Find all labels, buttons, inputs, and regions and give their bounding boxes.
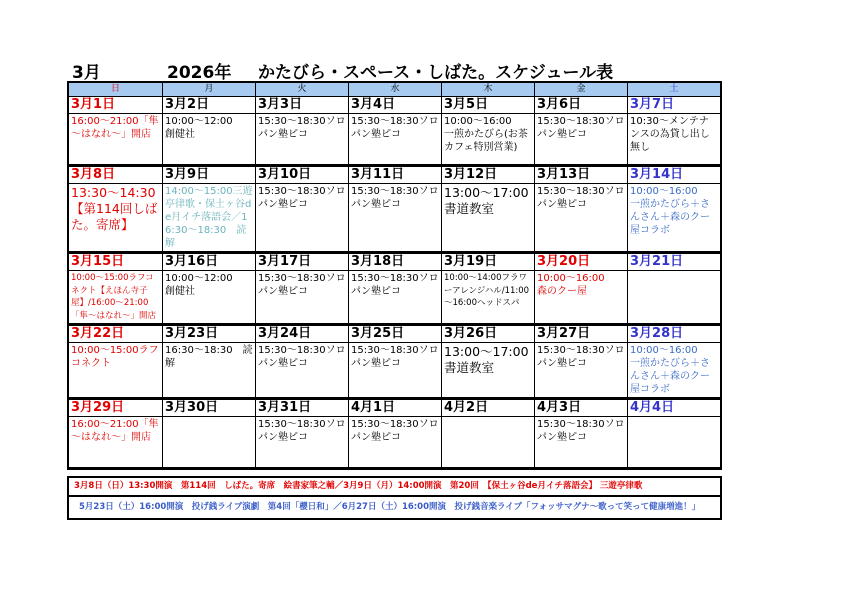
day-events: 13:00～17:00 書道教室: [444, 344, 529, 375]
weekday-header: 日: [69, 83, 163, 96]
day-events: [628, 417, 720, 467]
day-date: 3月27日: [535, 326, 627, 343]
day-cell: [163, 167, 256, 251]
day-events: 15:30～18:30ソロ パン塾ピコ: [258, 419, 346, 443]
calendar-weeks: [69, 97, 720, 470]
day-cell: [69, 167, 163, 251]
event-note-march: 3月8日（日）13:30開演 第114回 しばた。寄席 絵書家筆之輔／3月9日（月）14:00開演 第20回 【保土ヶ谷de月イチ落語会】 三遊亭律歌: [67, 476, 722, 497]
weekday-header: 土: [669, 84, 679, 94]
day-events: 10:00～12:00 創健社: [165, 273, 233, 297]
day-date: 3月16日: [163, 254, 255, 271]
calendar-table: [67, 81, 722, 470]
day-cell: [442, 254, 535, 323]
day-cell: [442, 167, 535, 251]
day-date: 3月20日: [535, 254, 627, 271]
day-events: 13:30～14:30【第114回しばた。寄席】: [71, 185, 158, 232]
day-date: 3月1日: [69, 97, 162, 114]
day-cell: [163, 97, 256, 164]
day-cell: [628, 400, 720, 467]
weekday-header: 木: [442, 83, 535, 96]
day-date: 3月9日: [163, 167, 255, 184]
day-cell: [69, 254, 163, 323]
day-events: 15:30～18:30ソロ パン塾ピコ: [537, 116, 625, 140]
week-row: [69, 254, 720, 326]
day-events: 10:00～15:00ラフコネクト【えほん寺子屋】/16:00～21:00「隼～はなれ～」開店: [71, 273, 157, 321]
day-date: 3月5日: [442, 97, 534, 114]
weekday-header: 火: [256, 83, 349, 96]
day-cell: [349, 97, 442, 164]
month-label: 3月: [72, 63, 101, 83]
day-cell: [535, 400, 628, 467]
day-events: 15:30～18:30ソロ パン塾ピコ: [351, 419, 439, 443]
day-date: 3月12日: [442, 167, 534, 184]
day-events: [628, 271, 720, 323]
day-events: 15:30～18:30ソロ パン塾ピコ: [351, 345, 439, 369]
day-date: 3月14日: [628, 167, 720, 184]
week-row: [69, 400, 720, 470]
day-date: 3月15日: [69, 254, 162, 271]
day-events: 16:30～18:30 読解: [165, 345, 253, 369]
day-events: 10:00～16:00 一煎かたびら＋さんさん＋森のクー屋コラボ: [630, 186, 710, 236]
day-date: 3月28日: [628, 326, 720, 343]
weekday-header-row: [69, 83, 720, 97]
weekday-header: 金: [535, 83, 628, 96]
day-cell: [256, 400, 349, 467]
day-cell: [256, 167, 349, 251]
day-events: 15:30～18:30ソロ パン塾ピコ: [258, 186, 346, 210]
day-date: 3月19日: [442, 254, 534, 271]
day-cell: [163, 254, 256, 323]
day-cell: [69, 97, 163, 164]
day-events: 15:30～18:30ソロ パン塾ピコ: [258, 116, 346, 140]
day-cell: [442, 97, 535, 164]
day-date: 3月7日: [628, 97, 720, 114]
event-note-upcoming: 5月23日（土）16:00開演 投げ銭ライブ演劇 第4回「櫻日和」／6月27日（土）16:00開演 投げ銭音楽ライブ「フォッサマグナ～歌って笑って健康増進！」: [67, 497, 722, 520]
day-events: 10:00～14:00フラワーアレンジハル/11:00～16:00ヘッドスパ: [444, 273, 530, 308]
day-date: 3月13日: [535, 167, 627, 184]
day-events: 10:30～メンテナンスの為貸し出し無し: [630, 116, 710, 153]
day-date: 3月17日: [256, 254, 348, 271]
day-date: 3月4日: [349, 97, 441, 114]
day-date: 3月21日: [628, 254, 720, 271]
day-date: 4月4日: [628, 400, 720, 417]
week-row: [69, 326, 720, 400]
day-cell: [256, 97, 349, 164]
day-cell: [628, 254, 720, 323]
day-cell: [256, 254, 349, 323]
day-date: 3月29日: [69, 400, 162, 417]
day-date: 3月8日: [69, 167, 162, 184]
day-date: 3月3日: [256, 97, 348, 114]
day-events: 15:30～18:30ソロ パン塾ピコ: [537, 186, 625, 210]
day-date: 3月24日: [256, 326, 348, 343]
day-cell: [349, 167, 442, 251]
day-cell: [628, 326, 720, 397]
schedule-wrapper: [67, 81, 722, 540]
day-cell: [442, 400, 535, 467]
day-events: 10:00～16:00 一煎かたびら＋さんさん＋森のクー屋コラボ: [630, 345, 710, 395]
weekday-header: 水: [349, 83, 442, 96]
day-events: 10:00～16:00 森のクー屋: [537, 273, 605, 297]
day-events: [163, 417, 255, 467]
day-events: 15:30～18:30ソロ パン塾ピコ: [351, 273, 439, 297]
day-events: 13:00～17:00 書道教室: [444, 185, 529, 216]
day-cell: [69, 400, 163, 467]
day-events: 15:30～18:30ソロ パン塾ピコ: [258, 273, 346, 297]
day-events: 10:00～16:00 一煎かたびら(お茶カフェ特別営業): [444, 116, 528, 153]
day-cell: [535, 167, 628, 251]
day-events: 15:30～18:30ソロ パン塾ピコ: [537, 345, 625, 369]
page-title: かたびら・スペース・しばた。スケジュール表: [258, 63, 614, 83]
day-cell: [163, 400, 256, 467]
day-events: 15:30～18:30ソロ パン塾ピコ: [258, 345, 346, 369]
day-cell: [535, 97, 628, 164]
day-date: 3月23日: [163, 326, 255, 343]
day-events: 10:00～15:00ラフコネクト: [71, 345, 159, 369]
day-events: 15:30～18:30ソロ パン塾ピコ: [351, 116, 439, 140]
day-cell: [349, 400, 442, 467]
day-date: 3月25日: [349, 326, 441, 343]
day-events: 10:00～12:00 創健社: [165, 116, 233, 140]
day-date: 4月2日: [442, 400, 534, 417]
day-events: 15:30～18:30ソロ パン塾ピコ: [537, 419, 625, 443]
day-date: 3月31日: [256, 400, 348, 417]
day-cell: [628, 97, 720, 164]
day-cell: [535, 254, 628, 323]
day-date: 3月22日: [69, 326, 162, 343]
weekday-header: 月: [163, 83, 256, 96]
week-row: [69, 167, 720, 254]
day-date: 4月3日: [535, 400, 627, 417]
day-cell: [349, 254, 442, 323]
day-events: 15:30～18:30ソロ パン塾ピコ: [351, 186, 439, 210]
day-date: 3月10日: [256, 167, 348, 184]
day-cell: [628, 167, 720, 251]
day-events: 16:00～21:00「隼～はなれ～」開店: [71, 419, 159, 443]
day-date: 3月30日: [163, 400, 255, 417]
day-date: 3月2日: [163, 97, 255, 114]
title-bar: [0, 0, 841, 81]
day-events: 16:00～21:00「隼～はなれ～」開店: [71, 116, 159, 140]
day-date: 3月11日: [349, 167, 441, 184]
day-date: 3月18日: [349, 254, 441, 271]
week-row: [69, 97, 720, 167]
day-events: 14:00～15:00三遊亭律歌・保土ヶ谷de月イチ落語会／16:30～18:30 読解: [165, 186, 253, 249]
day-date: 3月6日: [535, 97, 627, 114]
day-cell: [535, 326, 628, 397]
day-cell: [349, 326, 442, 397]
day-date: 3月26日: [442, 326, 534, 343]
year-label: 2026年: [167, 63, 232, 83]
day-cell: [69, 326, 163, 397]
day-cell: [163, 326, 256, 397]
day-date: 4月1日: [349, 400, 441, 417]
day-events: [442, 417, 534, 467]
day-cell: [442, 326, 535, 397]
day-cell: [256, 326, 349, 397]
